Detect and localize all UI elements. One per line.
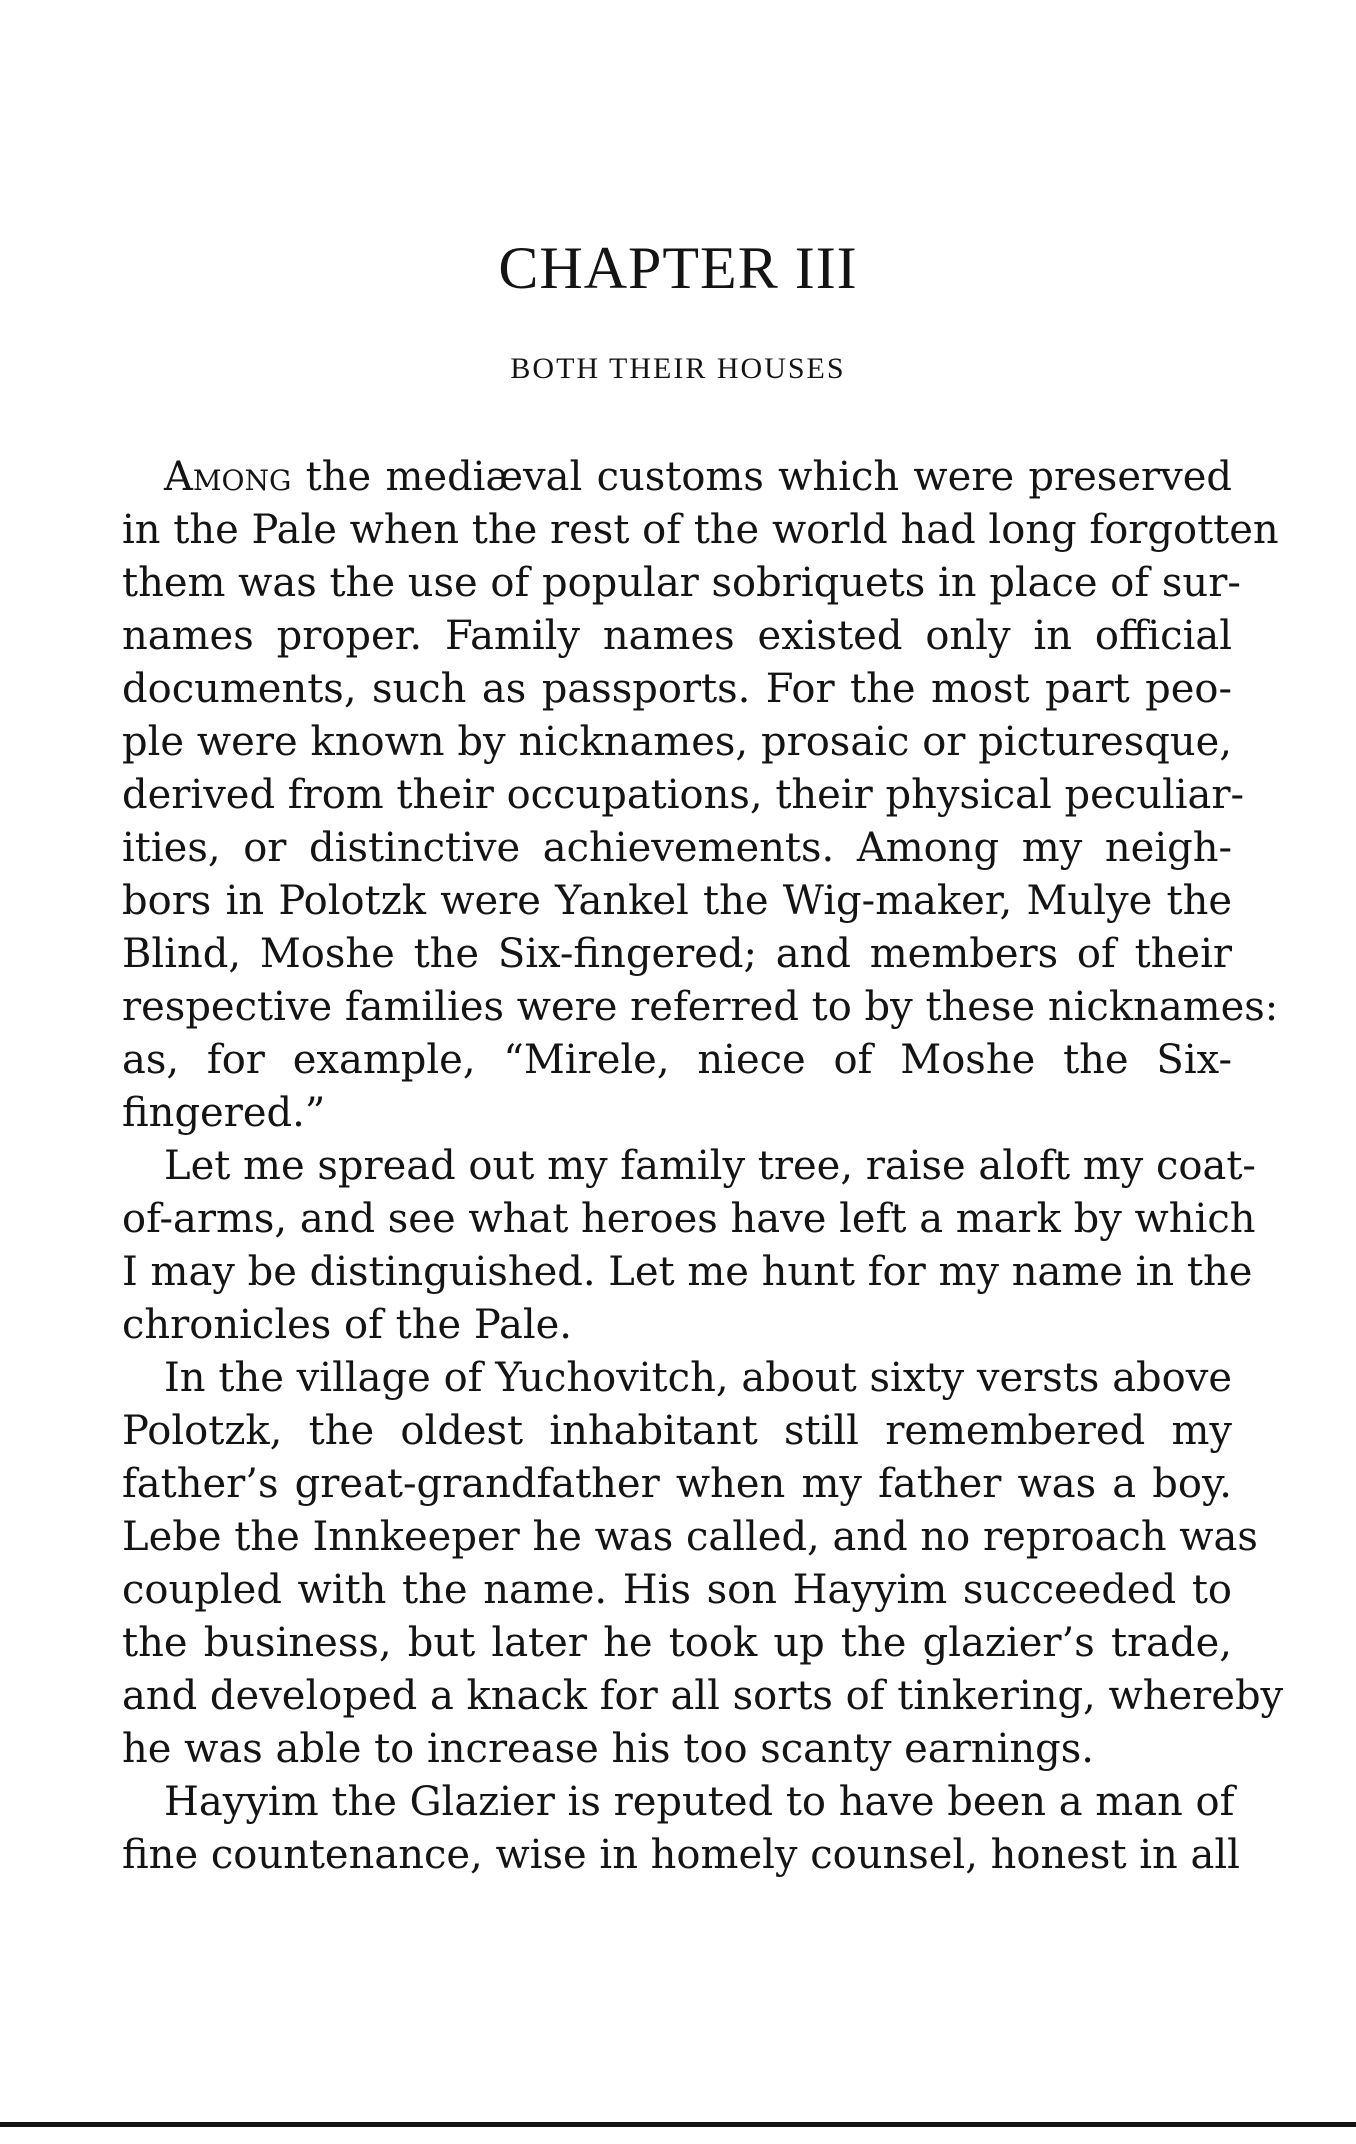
lead-word: Among bbox=[164, 454, 292, 500]
text-line: chronicles of the Pale. bbox=[122, 1302, 572, 1348]
text-line: Polotzk, the oldest inhabitant still remembered my bbox=[122, 1408, 1232, 1454]
text-line: as, for example, “Mirele, niece of Moshe the Six- bbox=[122, 1037, 1232, 1083]
text-line: ities, or distinctive achievements. Among my neigh- bbox=[122, 825, 1232, 871]
text-line: I may be distinguished. Let me hunt for my name in the bbox=[122, 1249, 1253, 1295]
text-line: Hayyim the Glazier is reputed to have been a man of bbox=[164, 1779, 1235, 1825]
text-line: Lebe the Innkeeper he was called, and no reproach was bbox=[122, 1514, 1258, 1560]
text-line: respective families were referred to by these nicknames: bbox=[122, 984, 1279, 1030]
text-line: the business, but later he took up the glazier’s trade, bbox=[122, 1620, 1232, 1666]
text-line: bors in Polotzk were Yankel the Wig-maker, Mulye the bbox=[122, 878, 1232, 924]
text-line-content: the mediæval customs which were preserved bbox=[291, 454, 1232, 500]
text-line: ple were known by nicknames, prosaic or picturesque, bbox=[122, 719, 1232, 765]
text-line: coupled with the name. His son Hayyim succeeded to bbox=[122, 1567, 1232, 1613]
chapter-heading: CHAPTER III bbox=[498, 235, 858, 301]
text-line: derived from their occupations, their physical peculiar- bbox=[122, 772, 1245, 818]
chapter-subtitle: BOTH THEIR HOUSES bbox=[510, 352, 846, 385]
text-line: fingered.” bbox=[122, 1090, 326, 1136]
text-line: Let me spread out my family tree, raise aloft my coat- bbox=[164, 1143, 1256, 1189]
text-line: documents, such as passports. For the most part peo- bbox=[122, 666, 1232, 712]
text-line: In the village of Yuchovitch, about sixty versts above bbox=[164, 1355, 1232, 1401]
text-line: father’s great-grandfather when my father was a boy. bbox=[122, 1461, 1232, 1507]
page-bottom-rule bbox=[0, 2122, 1356, 2127]
text-line: he was able to increase his too scanty earnings. bbox=[122, 1726, 1094, 1772]
text-line: in the Pale when the rest of the world had long forgotten bbox=[122, 507, 1279, 553]
text-line: and developed a knack for all sorts of tinkering, whereby bbox=[122, 1673, 1284, 1719]
text-line: of-arms, and see what heroes have left a mark by which bbox=[122, 1196, 1256, 1242]
text-line: Blind, Moshe the Six-fingered; and members of their bbox=[122, 931, 1232, 977]
body-text bbox=[122, 451, 1284, 1882]
text-line: them was the use of popular sobriquets in place of sur- bbox=[122, 560, 1241, 606]
text-line bbox=[122, 451, 1232, 504]
text-line: names proper. Family names existed only in official bbox=[122, 613, 1232, 659]
text-line: fine countenance, wise in homely counsel, honest in all bbox=[122, 1832, 1240, 1878]
